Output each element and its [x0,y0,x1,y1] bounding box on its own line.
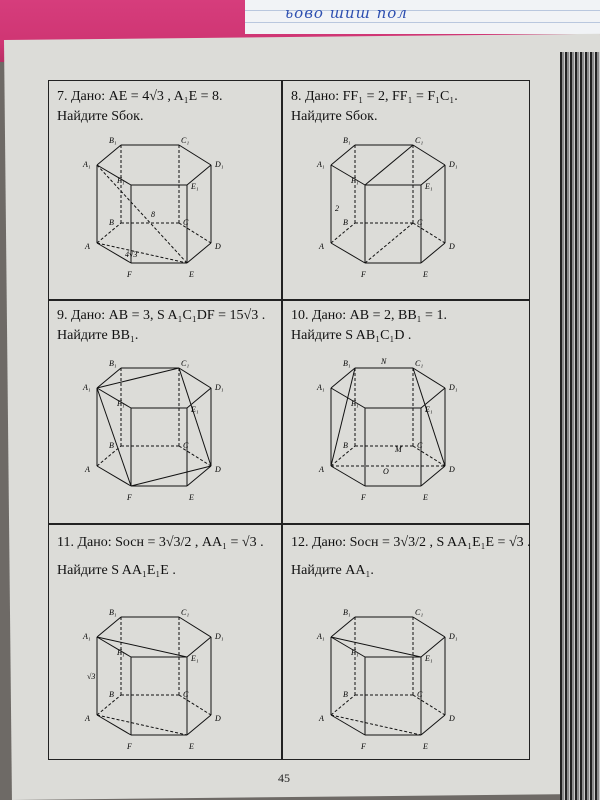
vertex-label: B [343,441,348,450]
prism-figure-12 [317,605,491,751]
vertex-label: D [215,714,221,723]
vertex-label: F₁ [351,648,359,657]
diagonal [331,637,421,657]
handwriting-text: ьово шиш пол [285,4,408,22]
vertex-label: D [449,465,455,474]
vertex-label: F₁ [117,399,125,408]
problem-7 [57,87,287,297]
problem-12-task: Найдите AA₁. [291,563,374,578]
vertex-label: C [183,690,189,699]
vertex-label: E [189,493,194,502]
diagonal [97,715,187,735]
problem-8-task: Найдите Sбок. [291,109,378,124]
problem-7-task: Найдите Sбок. [57,109,144,124]
vertex-label: A₁ [317,632,325,641]
vertex-label: A [319,465,324,474]
vertex-label: C [417,441,423,450]
vertex-label: B [343,690,348,699]
problem-12-given: 12. Дано: Sосн = 3√3/2 , S AA₁E₁E = √3 . [291,535,531,550]
measure-label: √3 [87,672,96,681]
vertex-label: E₁ [191,654,199,663]
vertex-label: D [215,242,221,251]
prism-figure-10 [317,356,491,502]
vertex-label: A [319,242,324,251]
problem-7-given: 7. Дано: AE = 4√3 , A₁E = 8. [57,89,223,104]
prism-figure-7 [83,133,257,279]
vertex-label: E₁ [191,182,199,191]
vertex-label: A₁ [83,383,91,392]
diagonal [331,368,355,466]
diagonal [97,165,187,263]
bottom-edge [421,466,445,486]
top-edge [179,145,211,165]
vertex-label: B [109,441,114,450]
vertex-label: F [127,493,132,502]
diagonal [97,243,187,263]
vertex-label: F₁ [117,176,125,185]
vertex-label: C [417,218,423,227]
top-edge [179,617,211,637]
vertex-label: F₁ [351,399,359,408]
top-edge [331,165,365,185]
vertex-label: B [109,690,114,699]
vertex-label: E₁ [425,182,433,191]
top-edge [413,617,445,637]
vertex-label: C [417,690,423,699]
vertex-label: N [381,357,387,366]
vertex-label: C₁ [181,136,190,145]
bottom-edge [421,715,445,735]
top-edge [331,617,355,637]
vertex-label: B₁ [343,608,351,617]
vertex-label: A [85,714,90,723]
vertex-label: O [383,467,389,476]
vertex-label: D [215,465,221,474]
bottom-edge [331,243,365,263]
vertex-label: E [189,742,194,751]
vertex-label: F [127,742,132,751]
vertex-label: C₁ [415,136,424,145]
top-edge [97,637,131,657]
vertex-label: F [127,270,132,279]
vertex-label: B₁ [343,136,351,145]
diagonal [365,223,413,263]
vertex-label: D₁ [449,383,458,392]
measure-label: 8 [151,210,155,219]
vertex-label: C [183,441,189,450]
bottom-edge [97,466,131,486]
problem-11-task: Найдите S AA₁E₁E . [57,563,176,578]
vertex-label: C₁ [415,608,424,617]
bottom-edge [331,466,365,486]
problem-10-given: 10. Дано: AB = 2, BB₁ = 1. [291,308,447,323]
top-edge [97,145,121,165]
top-edge [97,388,131,408]
bottom-edge [421,243,445,263]
vertex-label: D [449,714,455,723]
prism-figure-11 [83,605,257,751]
vertex-label: D [449,242,455,251]
page-number: 45 [278,771,290,785]
vertex-label: A [319,714,324,723]
vertex-label: E₁ [191,405,199,414]
vertex-label: A₁ [317,383,325,392]
problem-11 [57,533,287,758]
top-edge [331,368,355,388]
problem-10-task: Найдите S AB₁C₁D . [291,328,412,343]
top-edge [97,617,121,637]
vertex-label: B [343,218,348,227]
vertex-label: B₁ [343,359,351,368]
vertex-label: C₁ [415,359,424,368]
diagonal [365,145,413,185]
vertex-label: E [423,270,428,279]
vertex-label: D₁ [215,383,224,392]
vertex-label: M [395,445,402,454]
vertex-label: C [183,218,189,227]
vertex-label: F [361,270,366,279]
problem-grid [48,80,530,760]
problem-8-given: 8. Дано: FF₁ = 2, FF₁ = F₁C₁. [291,89,458,104]
page-stack-edge [560,52,600,800]
vertex-label: F [361,493,366,502]
vertex-label: F₁ [351,176,359,185]
vertex-label: E [423,742,428,751]
diagonal [97,637,187,657]
vertex-label: E [189,270,194,279]
top-edge [413,145,445,165]
vertex-label: D₁ [215,160,224,169]
vertex-label: A₁ [83,632,91,641]
top-edge [413,368,445,388]
vertex-label: B [109,218,114,227]
vertex-label: A [85,465,90,474]
measure-label: 2 [335,204,339,213]
vertex-label: D₁ [449,160,458,169]
diagonal [331,715,421,735]
diagonal [179,368,211,466]
bottom-edge [97,715,131,735]
vertex-label: B₁ [109,136,117,145]
vertex-label: A₁ [83,160,91,169]
vertex-label: C₁ [181,359,190,368]
bottom-edge [331,715,365,735]
vertex-label: E₁ [425,654,433,663]
problem-10 [291,306,521,521]
vertex-label: B₁ [109,608,117,617]
vertex-label: A₁ [317,160,325,169]
vertex-label: B₁ [109,359,117,368]
vertex-label: D₁ [215,632,224,641]
problem-8 [291,87,521,297]
vertex-label: F [361,742,366,751]
notebook-sheet [245,0,600,34]
problem-9 [57,306,287,521]
bottom-edge [187,715,211,735]
top-edge [331,145,355,165]
vertex-label: F₁ [117,648,125,657]
problem-12 [291,533,531,758]
vertex-label: E₁ [425,405,433,414]
vertex-label: E [423,493,428,502]
prism-figure-8 [317,133,491,279]
diagonal [413,368,445,466]
top-edge [179,368,211,388]
measure-label: 4√3 [125,250,138,259]
vertex-label: A [85,242,90,251]
problem-9-task: Найдите BB₁. [57,328,139,343]
bottom-edge [187,243,211,263]
problem-11-given: 11. Дано: Sосн = 3√3/2 , AA₁ = √3 . [57,535,264,550]
diagonal [97,388,131,486]
vertex-label: C₁ [181,608,190,617]
prism-figure-9 [83,356,257,502]
vertex-label: D₁ [449,632,458,641]
problem-9-given: 9. Дано: AB = 3, S A₁C₁DF = 15√3 . [57,308,266,323]
top-edge [331,637,365,657]
top-edge [97,165,131,185]
